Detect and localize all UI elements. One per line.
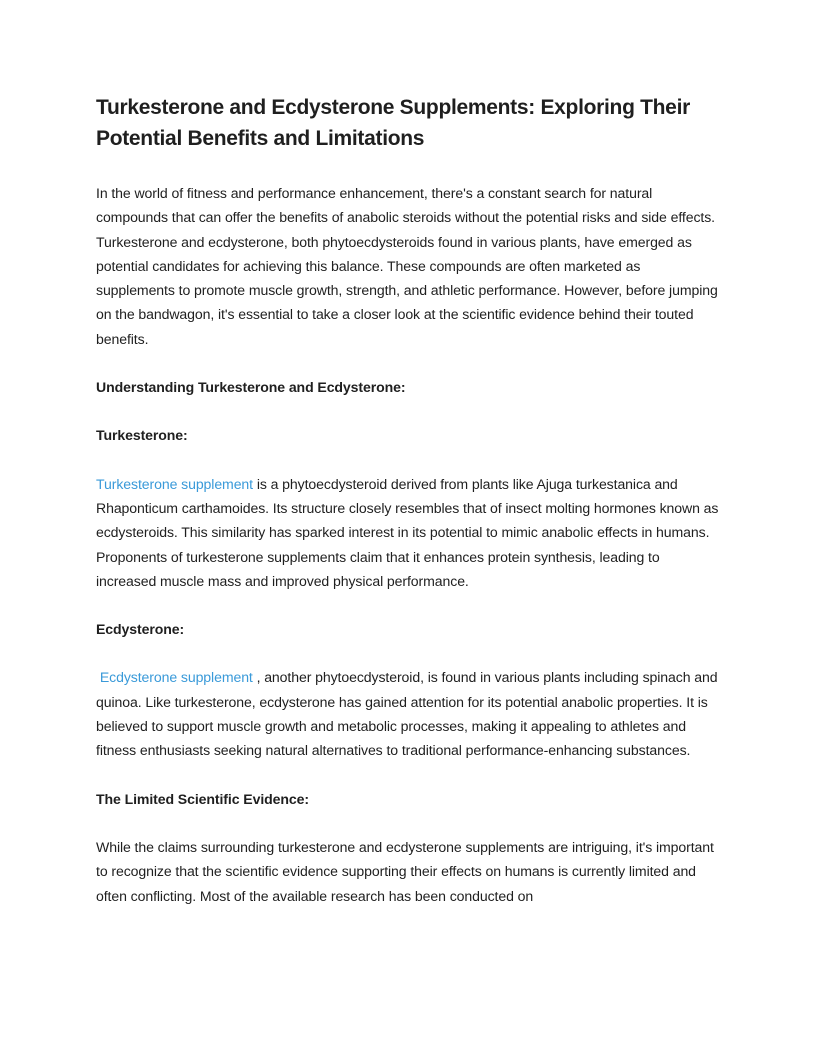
section-heading-understanding: Understanding Turkesterone and Ecdysterone: — [96, 379, 406, 396]
evidence-paragraph: While the claims surrounding turkesterone and ecdysterone supplements are intriguing, it's important to recognize that the scientific evidence supporting their effects on humans is currently limited and often conflicting. Most of the available research has been conducted on — [96, 838, 714, 904]
document-title: Turkesterone and Ecdysterone Supplements: Exploring Their Potential Benefits and Limitations — [96, 96, 690, 150]
document-page — [96, 92, 720, 932]
turkesterone-heading: Turkesterone: — [96, 427, 188, 444]
ecdysterone-body: , another phytoecdysteroid, is found in various plants including spinach and quinoa. Like turkesterone, ecdysterone has gained attention for its potential anabolic properties. It is believed to support muscle growth and metabolic processes, making it appealing to athletes and fitness enthusiasts seeking natural alternatives to traditional performance-enhancing substances. — [96, 669, 718, 759]
ecdysterone-paragraph — [96, 665, 720, 762]
section-heading-evidence: The Limited Scientific Evidence: — [96, 790, 309, 807]
ecdysterone-supplement-link[interactable]: Ecdysterone supplement — [99, 669, 253, 686]
turkesterone-supplement-link[interactable]: Turkesterone supplement — [96, 475, 253, 492]
turkesterone-paragraph — [96, 472, 720, 593]
ecdysterone-heading: Ecdysterone: — [96, 621, 185, 638]
turkesterone-body: is a phytoecdysteroid derived from plants like Ajuga turkestanica and Rhaponticum carthamoides. Its structure closely resembles that of insect molting hormones known as ecdysteroids. This similarity has sparked interest in its potential to mimic anabolic effects in humans. Proponents of turkesterone supplements claim that it enhances protein synthesis, leading to increased muscle mass and improved physical performance. — [96, 475, 719, 589]
intro-paragraph: In the world of fitness and performance enhancement, there's a constant search for natural compounds that can offer the benefits of anabolic steroids without the potential risks and side effects. Turkesterone and ecdysterone, both phytoecdysteroids found in various plants, have emerged as potential candidates for achieving this balance. These compounds are often marketed as supplements to promote muscle growth, strength, and athletic performance. However, before jumping on the bandwagon, it's essential to take a closer look at the scientific evidence behind their touted benefits. — [96, 185, 718, 347]
